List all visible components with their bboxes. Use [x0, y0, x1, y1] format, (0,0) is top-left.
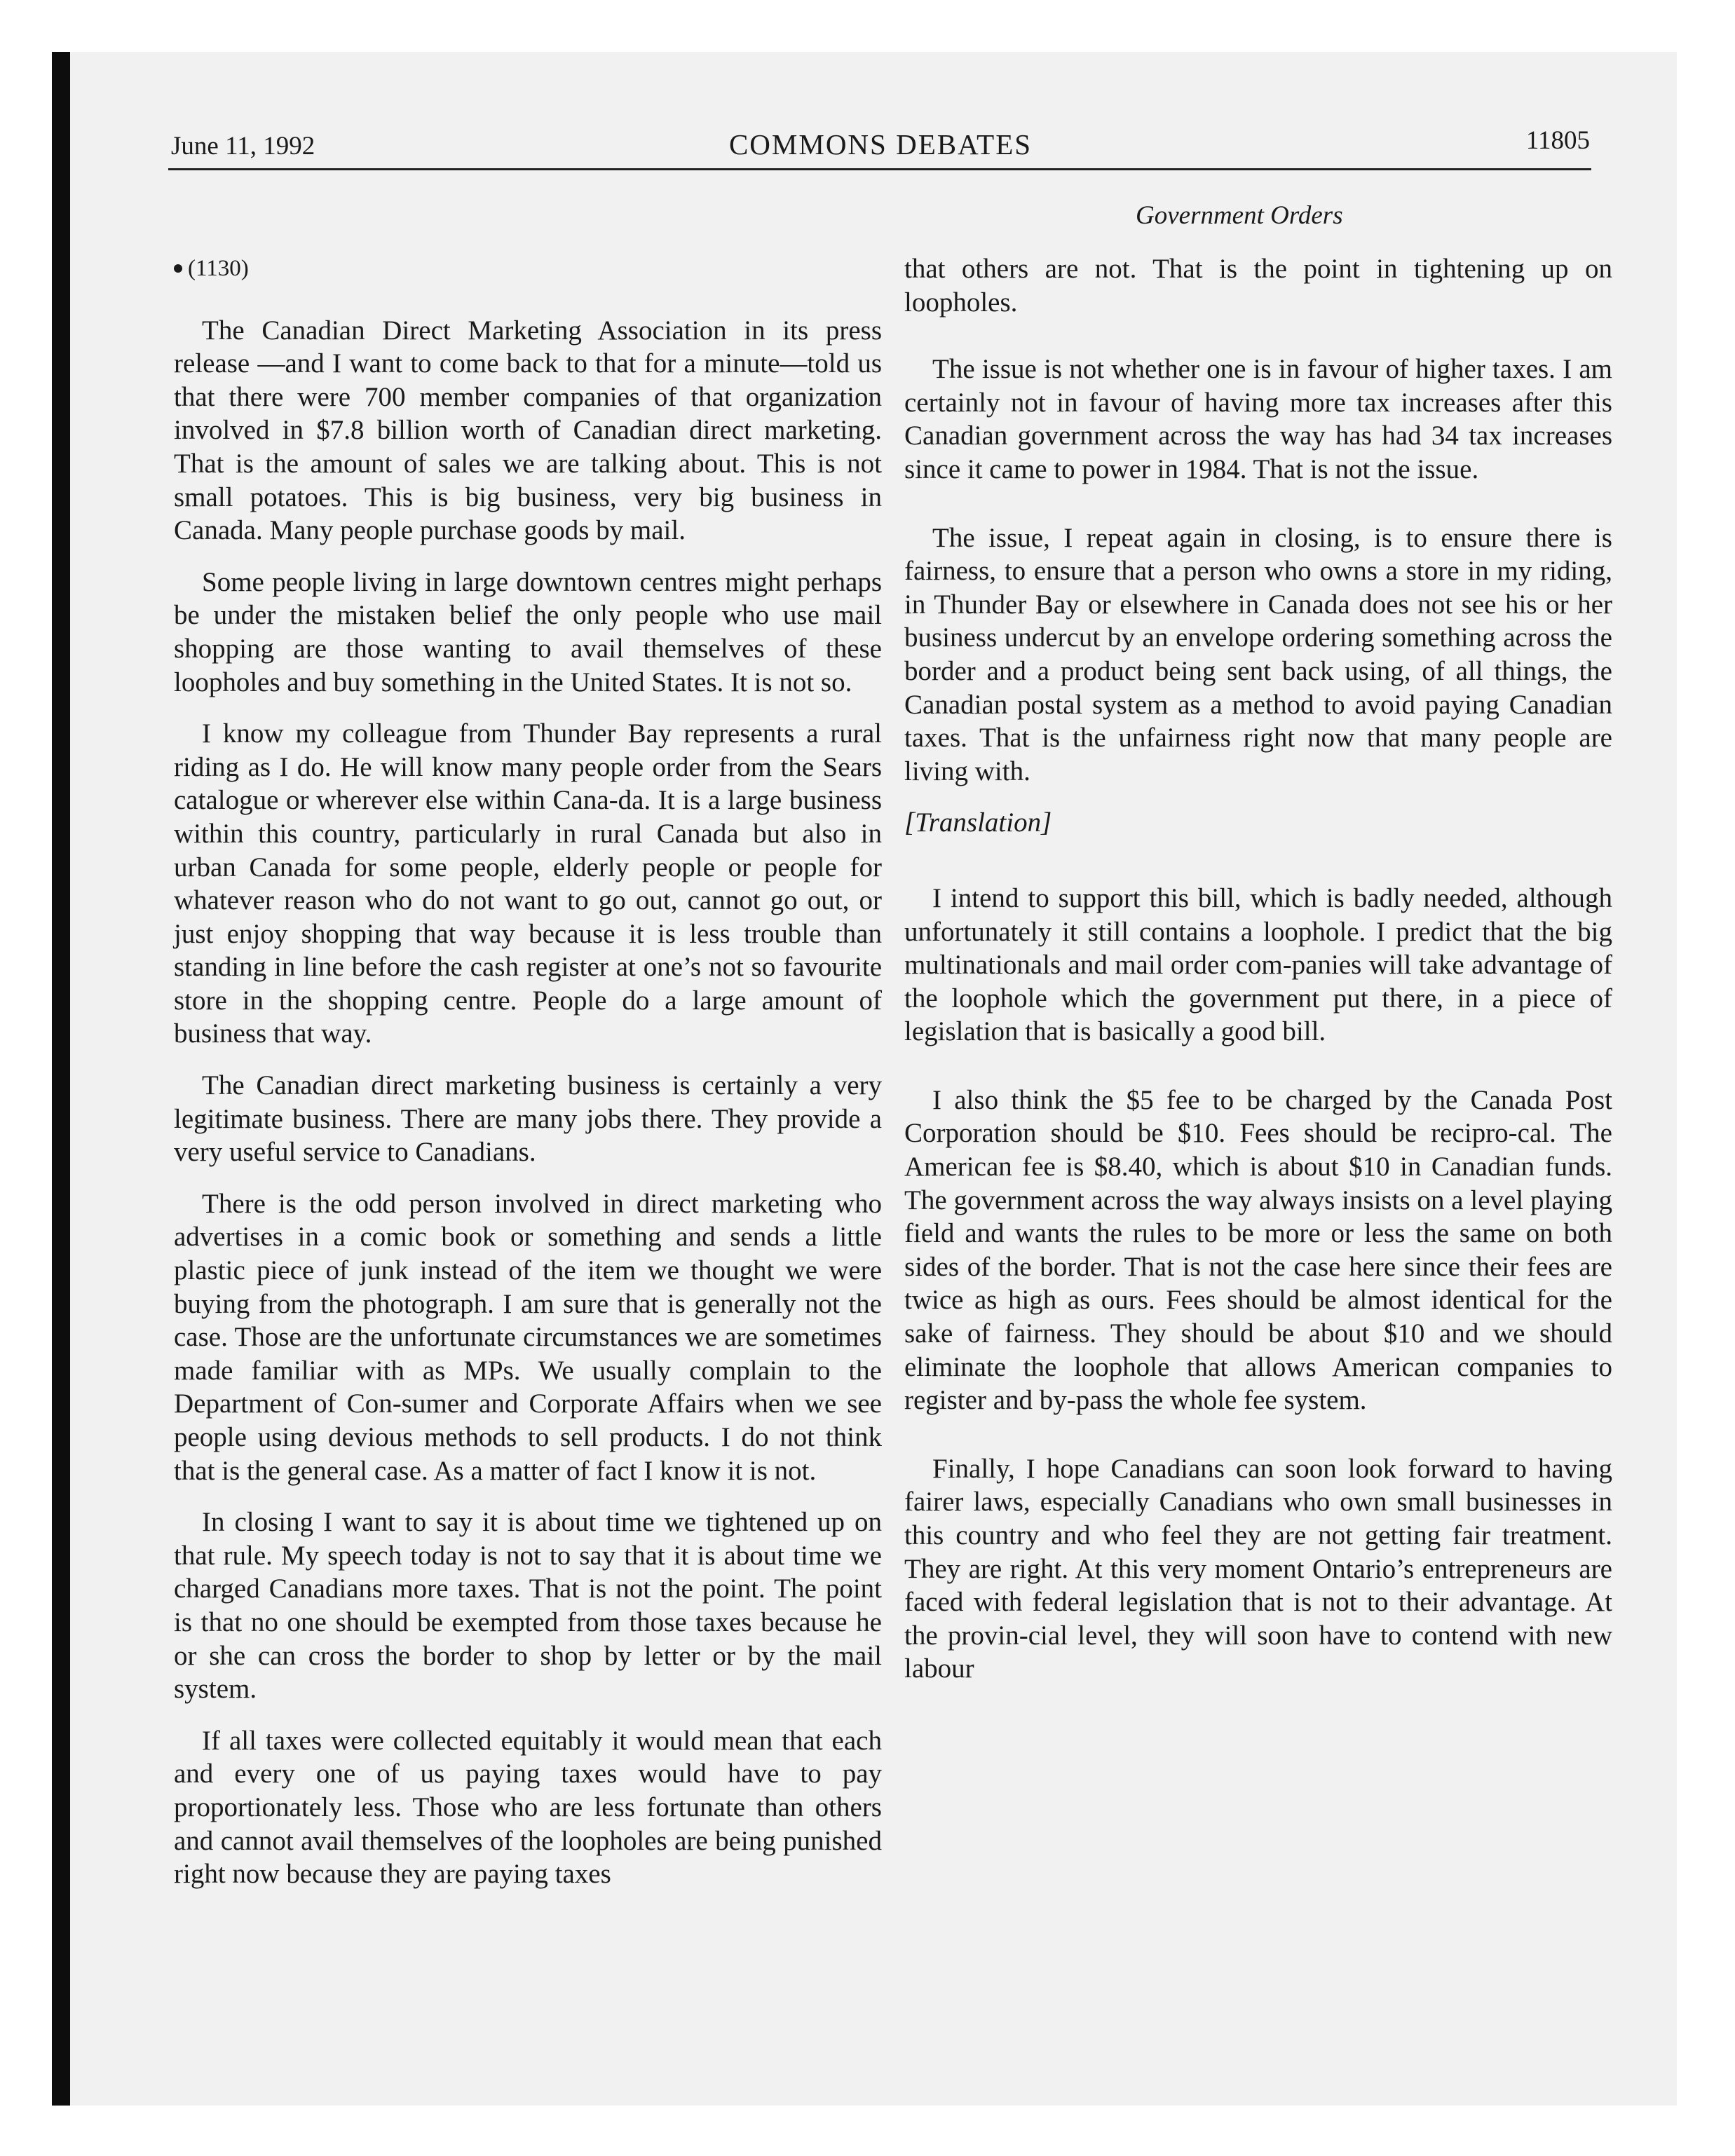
- paragraph: I also think the $5 fee to be charged by the Canada Post Corporation should be $10. Fees should be recipro-cal. The American fee is $8.40, which is about $10 in Canadian funds. The government across the way always insists on a level playing field and wants the rules to be more or less the same on both sides of the border. That is not the case here since their fees are twice as high as ours. Fees should be almost identical for the sake of fairness. They should be about $10 and we should eliminate the loophole that allows American companies to register and by-pass the whole fee system.: [904, 1084, 1612, 1416]
- page-header: [171, 119, 1590, 168]
- translation-label: [Translation]: [904, 807, 1052, 838]
- paragraph: In closing I want to say it is about time we tightened up on that rule. My speech today is not to say that it is about time we charged Canadians more taxes. That is not the point. The point is that no one should be exempted from those taxes because he or she can cross the border to shop by letter or by the mail system.: [174, 1507, 882, 1705]
- paragraph: Some people living in large downtown centres might perhaps be under the mistaken belief the only people who use mail shopping are those wanting to avail themselves of these loopholes and buy something in the United States. It is not so.: [174, 566, 882, 697]
- paragraph: There is the odd person involved in direct marketing who advertises in a comic book or something and sends a little plastic piece of junk instead of the item we thought we were buying from the photograph. I am sure that is generally not the case. Those are the unfortunate circumstances we are sometimes made familiar with as MPs. We usually complain to the Department of Con-sumer and Corporate Affairs when we see people using devious methods to sell products. I do not think that is the general case. As a matter of fact I know it is not.: [174, 1188, 882, 1486]
- paragraph: The Canadian Direct Marketing Association in its press release —and I want to come back to that for a minute—told us that there were 700 member companies of that organization involved in $7.8 billion worth of Canadian direct marketing. That is the amount of sales we are talking about. This is not small potatoes. This is big business, very big business in Canada. Many people purchase goods by mail.: [174, 315, 882, 546]
- header-date: June 11, 1992: [171, 132, 315, 161]
- paragraph: I know my colleague from Thunder Bay represents a rural riding as I do. He will know many people order from the Sears catalogue or wherever else within Cana-da. It is a large business within this country, particularly in rural Canada but also in urban Canada for some people, elderly people or people for whatever reason who do not want to go out, cannot go out, or just enjoy shopping that way because it is less trouble than standing in line before the cash register at one’s not so favourite store in the shopping centre. People do a large amount of business that way.: [174, 718, 882, 1049]
- paragraph: If all taxes were collected equitably it would mean that each and every one of us paying taxes would have to pay proportionately less. Those who are less fortunate than others and cannot avail themselves of the loopholes are being punished right now because they are paying taxes: [174, 1725, 882, 1890]
- scan-edge-shadow: [52, 52, 70, 2106]
- right-column: [904, 252, 1612, 1704]
- header-page-number: 11805: [1525, 126, 1590, 155]
- paragraph: The Canadian direct marketing business is certainly a very legitimate business. There are many jobs there. They provide a very useful service to Canadians.: [174, 1070, 882, 1168]
- time-marker-label: (1130): [188, 256, 249, 281]
- header-rule: [168, 168, 1591, 170]
- paragraph: The issue, I repeat again in closing, is to ensure there is fairness, to ensure that a person who owns a store in my riding, in Thunder Bay or elsewhere in Canada does not see his or her business undercut by an envelope ordering something across the border and a product being sent back using, of all things, the Canadian postal system as a method to avoid paying Canadian taxes. That is the unfairness right now that many people are living with.: [904, 522, 1612, 786]
- paragraph: that others are not. That is the point in tightening up on loopholes.: [904, 254, 1612, 318]
- left-column: [174, 252, 882, 1909]
- paragraph: The issue is not whether one is in favour of higher taxes. I am certainly not in favour of having more tax increases after this Canadian government across the way has had 34 tax increases since it came to power in 1984. That is not the issue.: [904, 354, 1612, 484]
- time-marker: [174, 252, 882, 286]
- paragraph: I intend to support this bill, which is badly needed, although unfortunately it still contains a loophole. I predict that the big multinationals and mail order com-panies will take advantage of the loophole which the government put there, in a piece of legislation that is basically a good bill.: [904, 882, 1612, 1047]
- header-journal-title: COMMONS DEBATES: [728, 128, 1033, 161]
- section-title: Government Orders: [1136, 201, 1343, 230]
- bullet-icon: [174, 264, 182, 273]
- paragraph: Finally, I hope Canadians can soon look forward to having fairer laws, especially Canadians who own small businesses in this country and who feel they are not getting fair treatment. They are right. At this very moment Ontario’s entrepreneurs are faced with federal legislation that is not to their advantage. At the provin-cial level, they will soon have to contend with new labour: [904, 1453, 1612, 1684]
